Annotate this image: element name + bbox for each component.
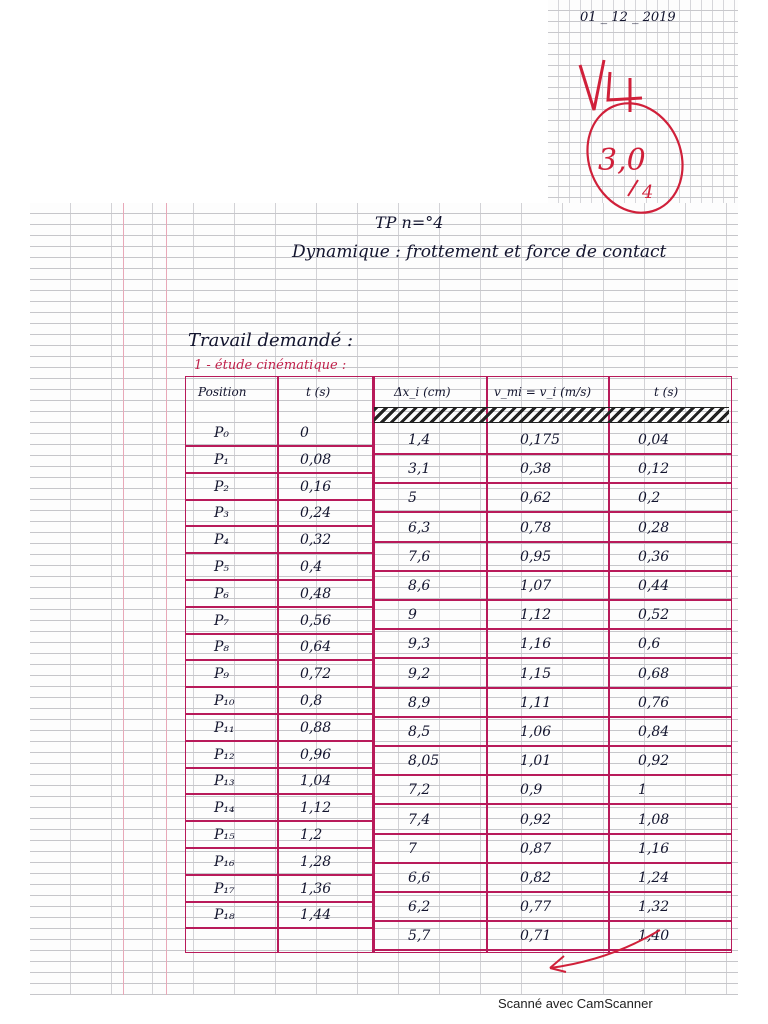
time-value-right: 1,40 [638,928,670,945]
velocity-value: 0,62 [520,490,552,507]
displacement-value: 9,3 [408,636,431,653]
scanner-footer: Scanné avec CamScanner [498,996,653,1011]
time-value-left: 0,48 [300,585,332,602]
time-value-right: 0,92 [638,753,670,770]
row-line-left [186,525,374,527]
row-line-left [186,740,374,742]
displacement-value: 3,1 [408,461,431,478]
displacement-value: 7,4 [408,811,431,828]
row-line-right [374,862,731,864]
subsection-title: 1 - étude cinématique : [194,358,347,373]
column-divider-thick [372,377,375,952]
row-line-right [374,657,731,659]
time-value-right: 0,28 [638,519,670,536]
time-value-left: 0,56 [300,612,332,629]
position-label: P₁₄ [214,800,235,817]
header-displacement: Δx_i (cm) [394,385,451,399]
row-line-right [374,716,731,718]
grade-denominator: 4 [642,182,654,203]
time-value-right: 0,84 [638,724,670,740]
position-label: P₁₇ [214,880,235,897]
time-value-left: 1,2 [300,827,323,843]
position-label: P₁ [214,451,230,468]
velocity-value: 1,06 [520,724,552,740]
time-value-left: 1,44 [300,907,332,924]
row-line-left [186,445,374,447]
velocity-value: 0,92 [520,811,552,828]
velocity-value: 0,95 [520,548,552,565]
row-line-right [374,453,731,455]
row-line-left [186,499,374,501]
displacement-value: 5,7 [408,928,431,945]
row-line-left [186,472,374,474]
position-label: P₇ [214,612,230,629]
tp-title: TP n=°4 [375,213,444,232]
grade-mark [560,50,700,230]
row-line-right [374,833,731,835]
velocity-value: 0,38 [520,461,552,478]
section-title: Travail demandé : [188,330,354,351]
velocity-value: 0,71 [520,928,552,945]
time-value-left: 0,8 [300,693,323,709]
velocity-value: 1,01 [520,753,552,770]
time-value-right: 1,08 [638,811,670,828]
position-label: P₂ [214,478,230,495]
displacement-value: 8,6 [408,578,431,594]
column-divider [486,377,488,952]
displacement-value: 8,9 [408,694,431,711]
velocity-value: 1,07 [520,578,552,594]
time-value-right: 0,68 [638,665,670,682]
displacement-value: 9 [408,607,417,624]
row-line-left [186,633,374,635]
header-time-left: t (s) [306,385,331,399]
displacement-value: 7 [408,840,417,857]
time-value-left: 0 [300,425,309,441]
header-velocity: v_mi = v_i (m/s) [494,385,592,399]
row-line-right [374,482,731,484]
tp-subtitle: Dynamique : frottement et force de contact [292,242,667,262]
position-label: P₁₁ [214,719,235,736]
velocity-value: 0,175 [520,432,561,448]
time-value-left: 1,28 [300,853,332,870]
red-arrow-mark [540,920,670,975]
row-line-left [186,713,374,715]
position-label: P₁₅ [214,827,235,843]
time-value-left: 0,08 [300,451,332,468]
time-value-left: 0,24 [300,505,332,522]
position-label: P₉ [214,666,230,683]
row-line-right [374,599,731,601]
row-line-right [374,628,731,630]
time-value-right: 0,6 [638,636,661,653]
position-label: P₁₆ [214,853,235,870]
header-time-right: t (s) [654,385,679,399]
time-value-right: 0,04 [638,432,670,448]
displacement-value: 8,05 [408,753,440,770]
row-line-right [374,774,731,776]
row-line-right [374,511,731,513]
displacement-value: 5 [408,490,417,507]
margin-line-right [166,203,167,995]
position-label: P₁₃ [214,773,235,790]
displacement-value: 8,5 [408,724,431,740]
time-value-left: 1,12 [300,800,332,817]
row-line-left [186,767,374,769]
row-line-right [374,541,731,543]
position-label: P₁₂ [214,746,235,763]
hatched-band [374,407,729,423]
displacement-value: 1,4 [408,432,431,448]
margin-line-left [123,203,124,995]
time-value-right: 1,16 [638,840,670,857]
row-line-right [374,745,731,747]
row-line-left [186,579,374,581]
kinematics-table [185,376,732,953]
row-line-left [186,793,374,795]
time-value-left: 1,04 [300,773,332,790]
row-line-right [374,891,731,893]
velocity-value: 0,77 [520,899,552,916]
time-value-right: 0,12 [638,461,670,478]
date-text: 01 _ 12 _ 2019 [580,10,676,25]
time-value-right: 1,24 [638,870,670,886]
position-label: P₅ [214,559,230,575]
header-position: Position [198,385,247,399]
row-line-left [186,927,374,929]
time-value-left: 0,4 [300,559,323,575]
position-label: P₈ [214,639,230,656]
column-divider [608,377,610,952]
time-value-right: 1,32 [638,899,670,916]
row-line-left [186,901,374,903]
displacement-value: 7,6 [408,548,431,565]
displacement-value: 6,6 [408,870,431,886]
time-value-left: 0,88 [300,719,332,736]
row-line-left [186,686,374,688]
time-value-right: 1 [638,782,647,799]
velocity-value: 1,11 [520,694,552,711]
time-value-left: 0,96 [300,746,332,763]
velocity-value: 1,16 [520,636,552,653]
displacement-value: 9,2 [408,665,431,682]
velocity-value: 0,78 [520,519,552,536]
velocity-value: 1,15 [520,665,552,682]
time-value-right: 0,2 [638,490,661,507]
position-label: P₄ [214,532,230,549]
row-line-left [186,659,374,661]
row-line-left [186,606,374,608]
velocity-value: 0,82 [520,870,552,886]
row-line-left [186,552,374,554]
row-line-right [374,687,731,689]
row-line-left [186,874,374,876]
time-value-right: 0,44 [638,578,670,594]
time-value-left: 0,16 [300,478,332,495]
time-value-left: 0,32 [300,532,332,549]
row-line-left [186,847,374,849]
position-label: P₁₀ [214,693,235,709]
time-value-left: 0,64 [300,639,332,656]
grade-score: 3,0 [598,143,646,178]
column-divider [277,377,279,952]
time-value-left: 1,36 [300,880,332,897]
velocity-value: 0,87 [520,840,552,857]
displacement-value: 6,3 [408,519,431,536]
time-value-right: 0,36 [638,548,670,565]
velocity-value: 0,9 [520,782,543,799]
position-label: P₃ [214,505,230,522]
displacement-value: 6,2 [408,899,431,916]
velocity-value: 1,12 [520,607,552,624]
position-label: P₁₈ [214,907,235,924]
row-line-left [186,820,374,822]
position-label: P₀ [214,425,230,441]
row-line-right [374,803,731,805]
displacement-value: 7,2 [408,782,431,799]
time-value-right: 0,52 [638,607,670,624]
row-line-right [374,570,731,572]
time-value-right: 0,76 [638,694,670,711]
position-label: P₆ [214,585,230,602]
time-value-left: 0,72 [300,666,332,683]
